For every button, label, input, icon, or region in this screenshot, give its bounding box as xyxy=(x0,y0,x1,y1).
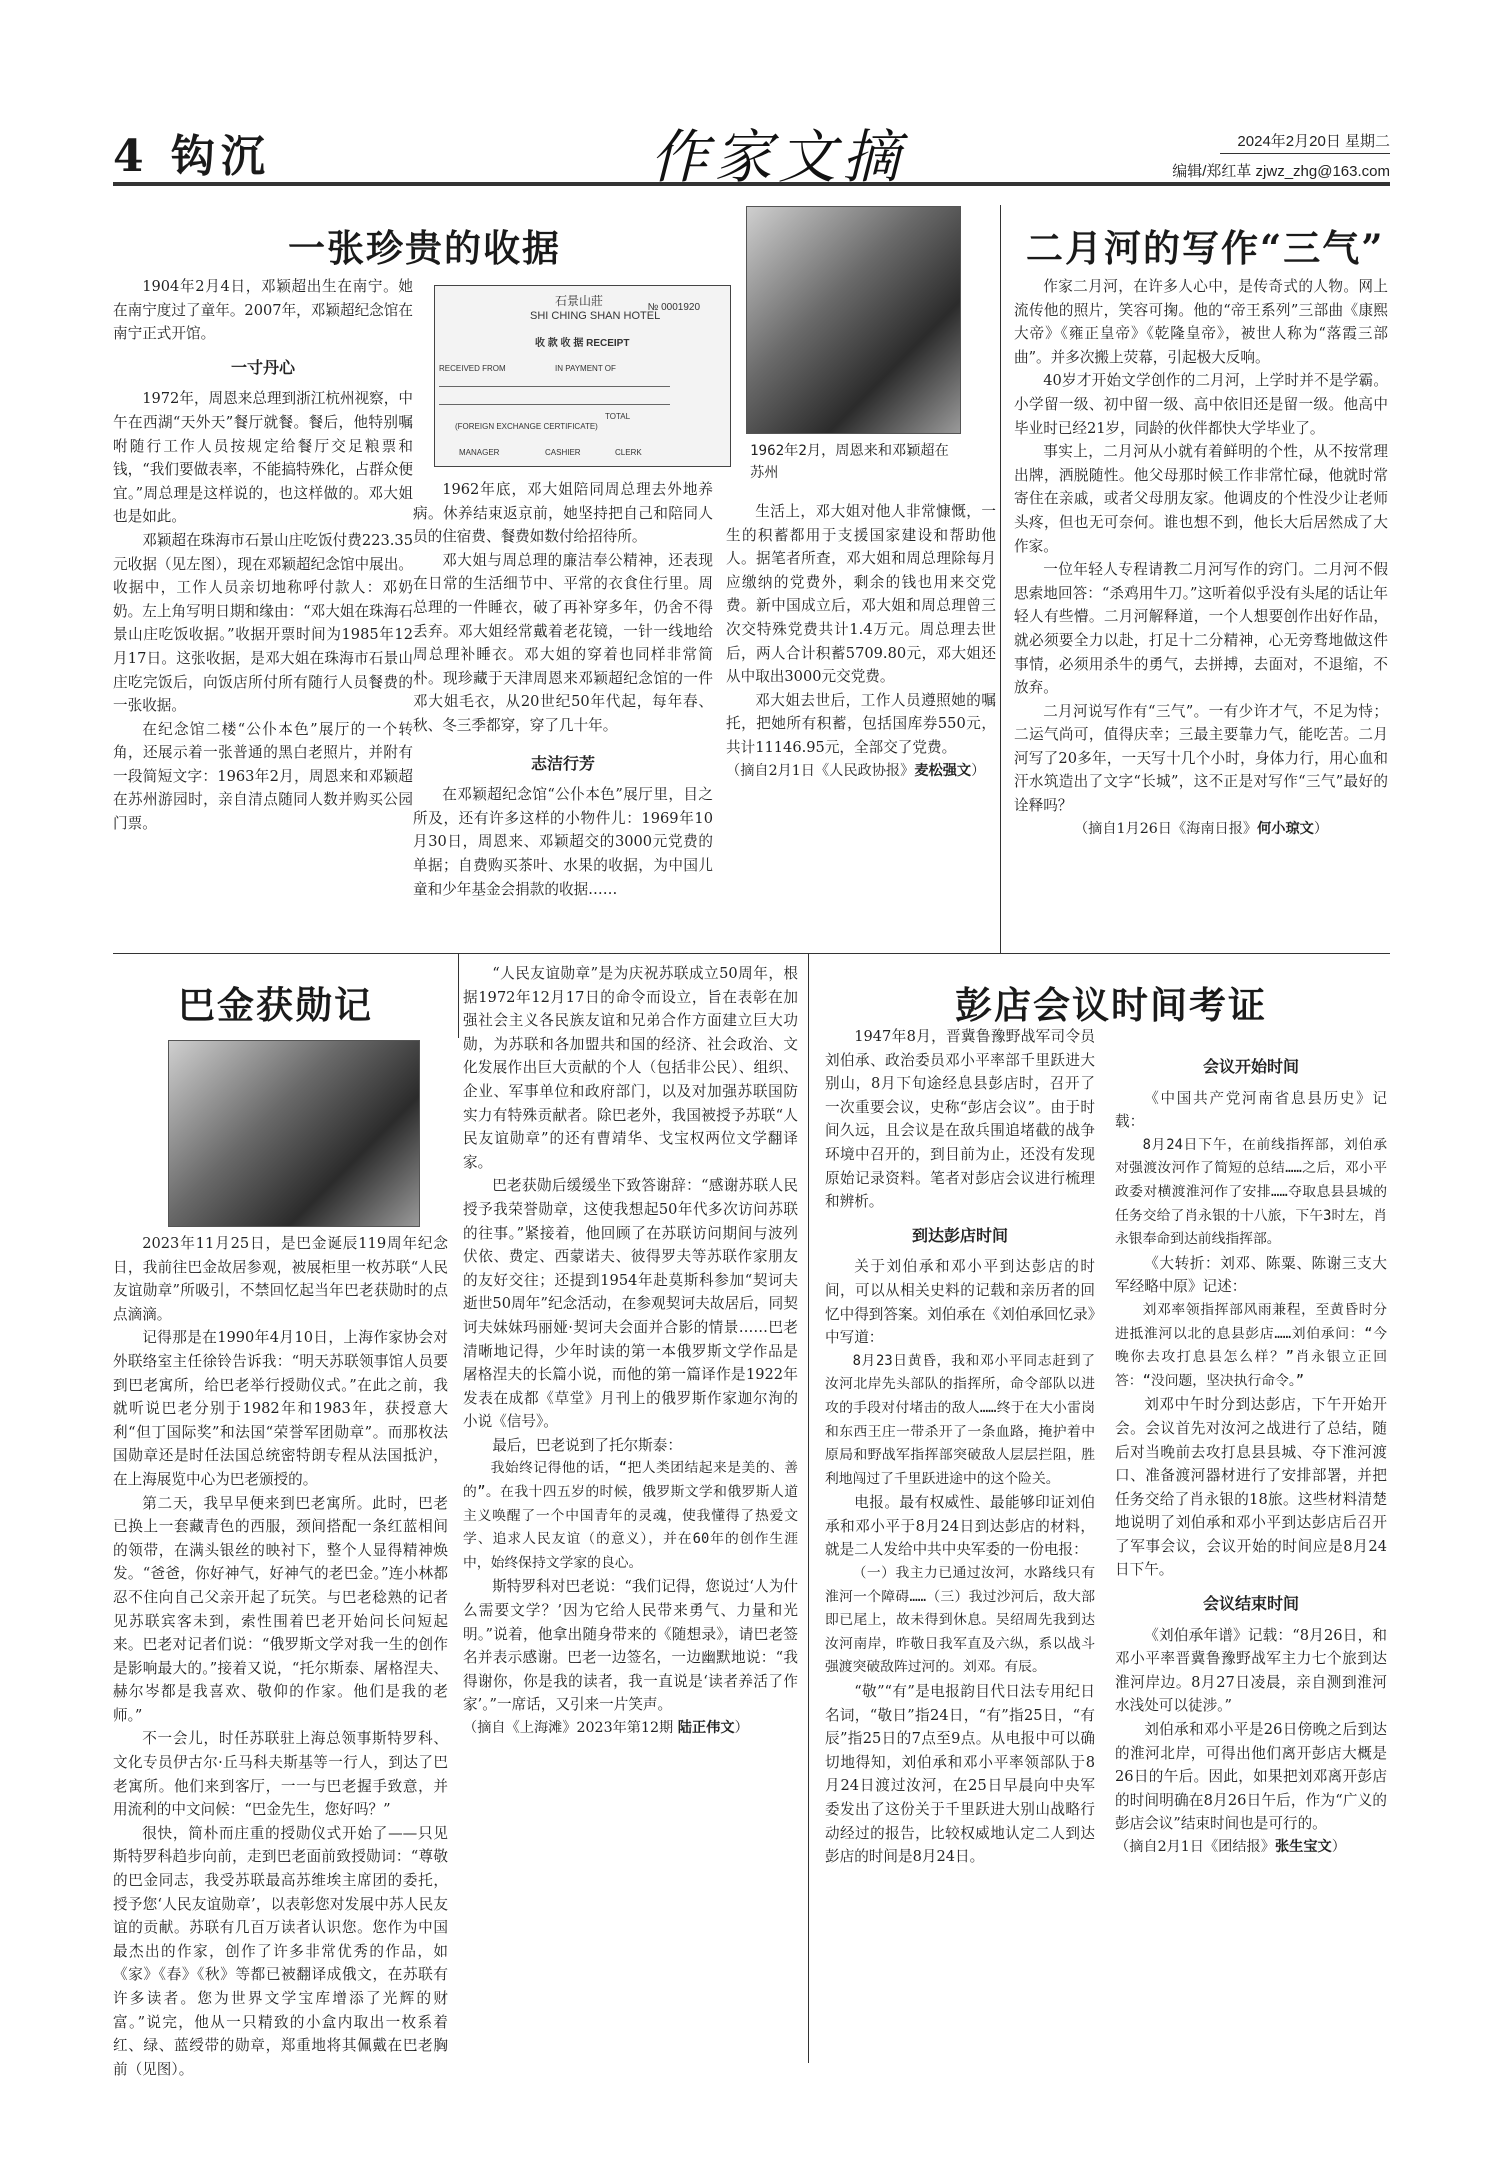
receipt-cashier: CASHIER xyxy=(545,448,581,457)
article1-p3: 在纪念馆二楼“公仆本色”展厅的一个转角，还展示着一张普通的黑白老照片，并附有一段简短文字：1963年2月，周恩来和邓颖超在苏州游园时，亲自清点随同人数并购买公园门票。 xyxy=(113,720,413,833)
article4-quote3: 8月24日下午，在前线指挥部，刘伯承对强渡汝河作了简短的总结……之后，邓小平政委对横渡淮河作了安排……夺取息县县城的任务交给了肖永银的十八旅，下午3时左，肖永银奉命到达前线指挥部。 xyxy=(1115,1136,1387,1248)
article3-column-2 xyxy=(463,962,798,1741)
article4-p1: 1947年8月，晋冀鲁豫野战军司令员刘伯承、政治委员邓小平率部千里跃进大别山，8月下旬途经息县彭店时，召开了一次重要会议，史称“彭店会议”。由于时间久远，且会议是在敌兵围追堵截的战争环境中召开的，到目前为止，还没有发现原始记录资料。笔者对彭店会议进行梳理和辨析。 xyxy=(825,1028,1095,1211)
article2-p2: 40岁才开始文学创作的二月河，上学时并不是学霸。小学留一级、初中留一级、高中依旧还是留一级。他高中毕业时已经21岁，同龄的伙伴都快大学毕业了。 xyxy=(1014,372,1388,437)
article4-p5: 《中国共产党河南省息县历史》记载： xyxy=(1115,1089,1387,1131)
article2-title: 二月河的写作“三气” xyxy=(1026,226,1385,270)
article4-p4: “敬”“有”是电报韵目代日法专用纪日名词，“敬日”指24日，“有”指25日，“有辰”指25日的7点至9点。从电报中可以确切地得知，刘伯承和邓小平率领部队于8月24日渡过汝河，在25日早晨向中央军委发出了这份关于千里跃进大别山战略行动经过的报告，比较权威地认定二人到达彭店的时间是8月24日。 xyxy=(825,1683,1095,1866)
article1-title: 一张珍贵的收据 xyxy=(288,226,561,270)
article1-p7: 生活上，邓大姐对他人非常慷慨，一生的积蓄都用于支援国家建设和帮助他人。据笔者所查，邓大姐和周总理除每月应缴纳的党费外，剩余的钱也用来交党费。新中国成立后，邓大姐和周总理曾三次交特殊党费共计1.4万元。周总理去世后，两人合计积蓄5709.80元，邓大姐还从中取出3000元交党费。 xyxy=(726,503,996,686)
page-section-title: 4 钩沉 xyxy=(113,131,271,182)
article4-p2: 关于刘伯承和邓小平到达彭店的时间，可以从相关史料的记载和亲历者的回忆中得到答案。刘伯承在《刘伯承回忆录》中写道： xyxy=(825,1258,1095,1347)
article4-section3-title: 会议结束时间 xyxy=(1202,1594,1299,1614)
article1-column-3 xyxy=(726,500,996,783)
article4-quote1: 8月23日黄昏，我和邓小平同志赶到了汝河北岸先头部队的指挥所，命令部队以进攻的手段对付堵击的敌人……终于在大小雷岗和东西王庄一带杀开了一条血路，掩护着中原局和野战军指挥部突破敌人层层拦阻，胜利地闯过了千里跃进途中的这个险关。 xyxy=(825,1352,1095,1487)
article2-p4: 一位年轻人专程请教二月河写作的窍门。二月河不假思索地回答：“杀鸡用牛刀。”这听着似乎没有头尾的话让年轻人有些懵。二月河解释道，一个人想要创作出好作品，就必须要全力以赴，打足十二分精神，心无旁骛地做这件事情，必须用杀牛的勇气，去拼搏，去面对，不退缩，不放弃。 xyxy=(1014,561,1388,697)
article3-title: 巴金获勋记 xyxy=(178,983,373,1027)
article4-quote4: 刘邓率领指挥部风雨兼程，至黄昏时分进抵淮河以北的息县彭店……刘伯承问：“今晚你去攻打息县怎么样？”肖永银立正回答：“没问题，坚决执行命令。” xyxy=(1115,1301,1387,1389)
receipt-fec: (FOREIGN EXCHANGE CERTIFICATE) xyxy=(455,422,598,431)
newspaper-logo: 作家文摘 xyxy=(650,123,907,191)
editor-credit: 编辑/郑红革 zjwz_zhg@163.com xyxy=(1172,163,1390,180)
article1-column-2 xyxy=(413,478,713,901)
article1-p4: 1962年底，邓大姐陪同周总理去外地养病。休养结束返京前，她坚持把自己和陪同人员的住宿费、餐费如数付给招待所。 xyxy=(413,481,713,546)
issue-date: 2024年2月20日 星期二 xyxy=(1237,133,1390,150)
article3-p5: 很快，简朴而庄重的授勋仪式开始了——只见斯特罗科趋步向前，走到巴老面前致授勋词：“尊敬的巴金同志，我受苏联最高苏维埃主席团的委托，授予您‘人民友谊勋章’，以表彰您对发展中苏人民友谊的贡献。苏联有几百万读者认识您。您作为中国最杰出的作家，创作了许多非常优秀的作品，如《家》《春》《秋》等都已被翻译成俄文，在苏联有许多读者。您为世界文学宝库增添了光辉的财富。”说完，他从一只精致的小盒内取出一枚系着红、绿、蓝绶带的勋章，郑重地将其佩戴在巴老胸前（见图）。 xyxy=(113,1824,448,2078)
article1-p2-note: 见左图 xyxy=(171,555,216,573)
article3-p7: 巴老获勋后缓缓坐下致答谢辞：“感谢苏联人民授予我荣誉勋章，这使我想起50年代多次访问苏联的往事。”紧接着，他回顾了在苏联访问期间与波列伏依、费定、西蒙诺夫、彼得罗夫等苏联作家朋友的友好交往；还提到1954年赴莫斯科参加“契诃夫逝世50周年”纪念活动，在参观契诃夫故居后，同契诃夫妹妹玛丽娅·契诃夫会面并合影的情景……巴老清晰地记得，少年时读的第一本俄罗斯文学作品是屠格涅夫的长篇小说，而他的第一篇译作是1922年发表在成都《草堂》月刊上的俄罗斯作家迦尔洵的小说《信号》。 xyxy=(463,1177,798,1431)
receipt-total: TOTAL xyxy=(605,412,631,421)
article4-column-2 xyxy=(1115,1025,1387,1860)
receipt-number: № 0001920 xyxy=(647,302,700,313)
article3-p8: 最后，巴老说到了托尔斯泰： xyxy=(492,1436,682,1454)
article4-p3: 电报。最有权威性、最能够印证刘伯承和邓小平于8月24日到达彭店的材料，就是二人发给中共中央军委的一份电报： xyxy=(825,1494,1095,1559)
article1-p1: 1972年，周恩来总理到浙江杭州视察，中午在西湖“天外天”餐厅就餐。餐后，他特别嘱咐随行工作人员按规定给餐厅交足粮票和钱，“我们要做表率，不能搞特殊化，占群众便宜。”周总理是这样说的，也这样做的。邓大姐也是如此。 xyxy=(113,390,413,526)
article1-p8: 邓大姐去世后，工作人员遵照她的嘱托，把她所有积蓄，包括国库券550元，共计11146.95元，全部交了党费。 xyxy=(726,691,996,756)
column-divider-2 xyxy=(808,953,809,2063)
article4-p7: 刘邓中午时分到达彭店，下午开始开会。会议首先对汝河之战进行了总结，随后对当晚前去攻打息县县城、夺下淮河渡口、准备渡河器材进行了安排部署，并把任务交给了肖永银的18旅。这些材料清楚地说明了刘伯承和邓小平到达彭店后召开了军事会议，会议开始的时间应是8月24日下午。 xyxy=(1115,1396,1387,1579)
article1-source: （摘自2月1日《人民政协报》麦松强文） xyxy=(726,762,986,779)
article1-p6: 在邓颖超纪念馆“公仆本色”展厅里，目之所及，还有许多这样的小物件儿：1969年10月30日，周恩来、邓颖超交的3000元党费的单据；自费购买茶叶、水果的收据，为中国儿童和少年基金会捐款的收据…… xyxy=(413,786,713,898)
receipt-image xyxy=(434,285,731,467)
receipt-clerk: CLERK xyxy=(615,448,642,457)
article2-p3: 事实上，二月河从小就有着鲜明的个性，从不按常理出牌，洒脱随性。他父母那时候工作非常忙碌，他就时常寄住在亲戚，或者父母朋友家。他调皮的个性没少让老师头疼，但也无可奈何。谁也想不到，他长大后居然成了大作家。 xyxy=(1014,443,1388,555)
article2-p1: 作家二月河，在许多人心中，是传奇式的人物。网上流传他的照片，笑容可掬。他的“帝王系列”三部曲《康熙大帝》《雍正皇帝》《乾隆皇帝》，被世人称为“落霞三部曲”。并多次搬上荧幕，引起极大反响。 xyxy=(1014,278,1388,366)
photo-caption: 1962年2月，周恩来和邓颖超在苏州 xyxy=(750,443,949,481)
receipt-in-payment: IN PAYMENT OF xyxy=(555,364,616,373)
article1-p5: 邓大姐与周总理的廉洁奉公精神，还表现在日常的生活细节中、平常的衣食住行里。周总理的一件睡衣，破了再补穿多年，仍舍不得丢弃。邓大姐经常戴着老花镜，一针一线地给周总理补睡衣。邓大姐的穿着也同样非常简朴。现珍藏于天津周恩来邓颖超纪念馆的一件邓大姐毛衣，从20世纪50年代起，每年春、秋、冬三季都穿，穿了几十年。 xyxy=(413,551,713,734)
photo-zhou-deng-suzhou xyxy=(746,206,961,434)
article1-intro: 1904年2月4日，邓颖超出生在南宁。她在南宁度过了童年。2007年，邓颖超纪念馆在南宁正式开馆。 xyxy=(113,278,413,343)
article3-quote: 我始终记得他的话，“把人类团结起来是美的、善的”。在我十四五岁的时候，俄罗斯文学和俄罗斯人道主义唤醒了一个中国青年的灵魂，使我懂得了热爱文学、追求人民友谊（的意义），并在60年的创作生涯中，始终保持文学家的良心。 xyxy=(463,1460,798,1571)
article1-column-1 xyxy=(113,275,413,836)
receipt-hotel-en: SHI CHING SHAN HOTEL xyxy=(530,310,661,322)
receipt-manager: MANAGER xyxy=(459,448,500,457)
article4-column-1 xyxy=(825,1025,1095,1869)
article4-p8: 《刘伯承年谱》记载：“8月26日，和邓小平率晋冀鲁豫野战军主力七个旅到达淮河岸边。8月27日凌晨，亲自测到淮河水浅处可以徒涉。” xyxy=(1115,1626,1387,1715)
article3-p4: 不一会儿，时任苏联驻上海总领事斯特罗科、文化专员伊古尔·丘马科夫斯基等一行人，到达了巴老寓所。他们来到客厅，一一与巴老握手致意，并用流利的中文问候：“巴金先生，您好吗？” xyxy=(113,1730,448,1819)
article1-section1-title: 一寸丹心 xyxy=(230,357,295,377)
article4-section2-title: 会议开始时间 xyxy=(1202,1057,1299,1076)
article1-section2-title: 志洁行芳 xyxy=(530,753,595,773)
article1-p2: 邓颖超在珠海市石景山庄吃饭付费223.35元收据（见左图），现在邓颖超纪念馆中展出。收据中，工作人员亲切地称呼付款人：邓奶奶。左上角写明日期和缘由：“邓大姐在珠海石景山庄吃饭收据。”收据开票时间为1985年12月17日。这张收据，是邓大姐在珠海市石景山庄吃完饭后，向饭店所付所有随行人员餐费的一张收据。 xyxy=(113,531,413,715)
photo-ba-jin-medal xyxy=(168,1040,420,1227)
article3-p6: “人民友谊勋章”是为庆祝苏联成立50周年，根据1972年12月17日的命令而设立，旨在表彰在加强社会主义各民族友谊和兄弟合作方面建立巨大功勋，为苏联和各加盟共和国的经济、社会政治、文化发展作出巨大贡献的个人（包括非公民）、组织、企业、军事单位和政府部门，以及对加强苏联国防实力有特殊贡献者。除巴老外，我国被授予苏联“人民友谊勋章”的还有曹靖华、戈宝权两位文学翻译家。 xyxy=(463,965,798,1171)
article4-p6: 《大转折：刘邓、陈粟、陈谢三支大军经略中原》记述： xyxy=(1115,1254,1387,1296)
article3-column-1 xyxy=(113,1232,448,2081)
article4-p9: 刘伯承和邓小平是26日傍晚之后到达的淮河北岸，可得出他们离开彭店大概是26日的午后。因此，如果把刘邓离开彭店的时间明确在8月26日午后，作为“广义的彭店会议”结束时间也是可行的。 xyxy=(1115,1721,1387,1833)
article3-source: （摘自《上海滩》2023年第12期 陆正伟文） xyxy=(463,1720,749,1736)
article2-body xyxy=(1014,275,1388,841)
article2-p5: 二月河说写作有“三气”。一有少许才气，不足为恃；二运气尚可，值得庆幸；三最主要靠力气，能吃苦。二月河写了20多年，一天写十几个小时，身体力行，用心血和汗水筑造出了文字“长城”，这不正是对写作“三气”最好的诠释吗？ xyxy=(1014,702,1388,815)
article3-p2: 记得那是在1990年4月10日，上海作家协会对外联络室主任徐铃告诉我：“明天苏联领事馆人员要到巴老寓所，给巴老举行授勋仪式。”在此之前，我就听说巴老分别于1982年和1983年，获授意大利“但丁国际奖”和法国“荣誉军团勋章”。而那枚法国勋章还是时任法国总统密特朗专程从法国抵沪，在上海展览中心为巴老颁授的。 xyxy=(113,1329,448,1488)
article4-section1-title: 到达彭店时间 xyxy=(911,1225,1008,1245)
receipt-hotel-cn: 石景山莊 xyxy=(555,294,604,308)
article4-source: （摘自2月1日《团结报》张生宝文） xyxy=(1115,1839,1346,1855)
article2-source: （摘自1月26日《海南日报》何小琼文） xyxy=(1073,820,1329,837)
article4-title: 彭店会议时间考证 xyxy=(955,983,1267,1027)
receipt-received-from: RECEIVED FROM xyxy=(439,364,506,373)
column-divider xyxy=(1000,205,1001,953)
article3-p10: 斯特罗科对巴老说：“我们记得，您说过‘人为什么需要文学？’因为它给人民带来勇气、力量和光明。”说着，他拿出随身带来的《随想录》，请巴老签名并表示感谢。巴老一边签名，一边幽默地说：“我得谢你，你是我的读者，我一直说是‘读者养活了作家’。”一席话，又引来一片笑声。 xyxy=(463,1578,798,1714)
article3-p1: 2023年11月25日，是巴金诞辰119周年纪念日，我前往巴金故居参观，被展柜里一枚苏联“人民友谊勋章”所吸引，不禁回忆起当年巴老获勋时的点点滴滴。 xyxy=(113,1235,448,1323)
title-box-divider xyxy=(458,953,459,1038)
article3-p3: 第二天，我早早便来到巴老寓所。此时，巴老已换上一套藏青色的西服，颈间搭配一条红蓝相间的领带，在满头银丝的映衬下，整个人显得精神焕发。“爸爸，你好神气，好神气的老巴金。”连小林都忍不住向自己父亲开起了玩笑。与巴老稔熟的记者见苏联宾客未到，索性围着巴老开始问长问短起来。巴老对记者们说：“俄罗斯文学对我一生的创作是影响最大的。”接着又说，“托尔斯泰、屠格涅夫、赫尔岑都是我喜欢、敬仰的作家。他们是我的老师。” xyxy=(113,1494,448,1724)
section-divider xyxy=(113,953,1390,954)
date-divider xyxy=(1220,153,1390,154)
article4-quote2: （一）我主力已通过汝河，水路线只有淮河一个障碍……（三）我过沙河后，敌大部即已尾上，故未得到休息。吴绍周先我到达汝河南岸，昨敬日我军直及六纵，系以战斗强渡突破敌阵过河的。刘邓。有辰。 xyxy=(825,1565,1095,1676)
receipt-label: 收 款 收 据 RECEIPT xyxy=(535,338,630,349)
masthead-rule xyxy=(113,182,1390,186)
